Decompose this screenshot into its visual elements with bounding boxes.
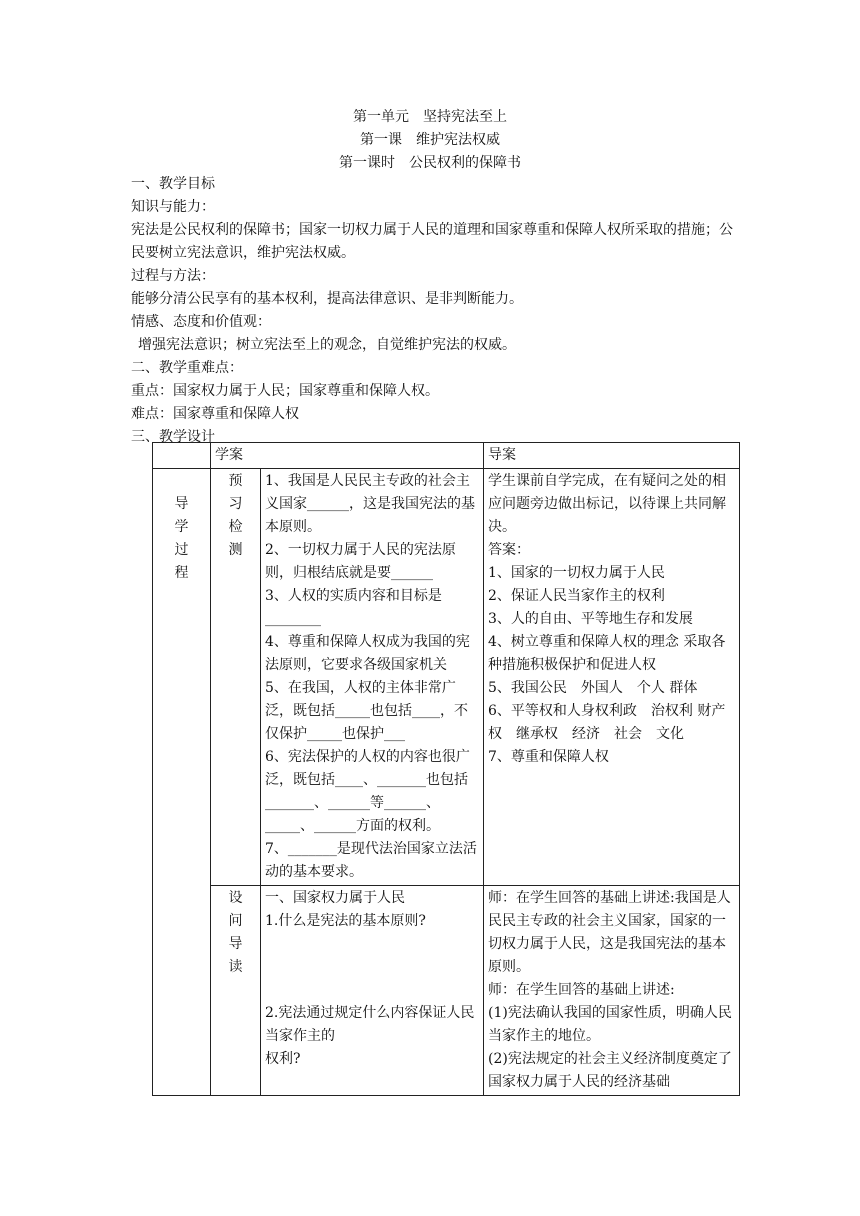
answer-item: 6、平等权和人身权利政 治权利 财产权 继承权 经济 社会 文化 (488, 703, 726, 742)
emotion-label: 情感、态度和价值观： (131, 314, 271, 330)
emotion-text: 增强宪法意识；树立宪法至上的观念，自觉维护宪法的权威。 (138, 337, 516, 353)
section-teaching-design: 三、教学设计 (131, 429, 215, 445)
preview-question: 1、我国是人民民主专政的社会主义国家______，这是我国宪法的基本原则。 (265, 473, 475, 535)
answer-item: 4、树立尊重和保障人权的理念 采取各种措施积极保护和促进人权 (488, 634, 726, 673)
process-label-cell (153, 469, 211, 1096)
reading-question: 2.宪法通过规定什么内容保证人民当家作主的 (265, 1005, 475, 1044)
vertical-char: 程 (174, 565, 189, 581)
preview-question: 2、一切权力属于人民的宪法原则，归根结底就是要______ (265, 542, 456, 581)
vertical-char: 读 (228, 959, 243, 975)
guide-text: (2)宪法规定的社会主义经济制度奠定了国家权力属于人民的经济基础 (488, 1051, 732, 1090)
process-text: 能够分清公民享有的基本权利，提高法律意识、是非判断能力。 (131, 291, 523, 307)
process-label: 过程与方法： (131, 268, 215, 284)
section-teaching-goals: 一、教学目标 (131, 176, 215, 192)
section-key-difficult: 二、教学重难点： (131, 360, 243, 376)
vertical-char: 导 (228, 936, 243, 952)
table-header-row (153, 443, 740, 469)
col-header-study: 学案 (211, 443, 484, 469)
vertical-char: 检 (228, 519, 243, 535)
vertical-char: 问 (228, 913, 243, 929)
reading-guide-cell (484, 886, 740, 1096)
answer-item: 7、尊重和保障人权 (488, 749, 609, 765)
table-row (153, 886, 740, 1096)
vertical-char: 导 (174, 496, 189, 512)
vertical-char: 预 (228, 473, 243, 489)
guide-text: 师：在学生回答的基础上讲述:我国是人民民主专政的社会主义国家，国家的一切权力属于人民，这是我国宪法的基本原则。 (488, 890, 731, 975)
vertical-char: 过 (174, 542, 189, 558)
table-corner-cell (153, 443, 211, 469)
vertical-char: 测 (228, 542, 243, 558)
preview-question: 4、尊重和保障人权成为我国的宪法原则，它要求各级国家机关 (265, 634, 470, 673)
answer-item: 5、我国公民 外国人 个人 群体 (488, 680, 698, 696)
key-point: 重点：国家权力属于人民；国家尊重和保障人权。 (131, 383, 439, 399)
answer-item: 3、人的自由、平等地生存和发展 (488, 611, 693, 627)
preview-question: 3、人权的实质内容和目标是________ (265, 588, 442, 627)
lesson-title: 第一课 维护宪法权威 (360, 132, 500, 148)
vertical-char: 设 (228, 890, 243, 906)
table-row (153, 469, 740, 886)
answer-label: 答案： (488, 542, 530, 558)
answer-item: 2、保证人民当家作主的权利 (488, 588, 665, 604)
unit-title: 第一单元 坚持宪法至上 (353, 109, 507, 125)
vertical-char: 习 (228, 496, 243, 512)
guide-text: (1)宪法确认我国的国家性质，明确人民当家作主的地位。 (488, 1005, 732, 1044)
preview-label-cell (211, 469, 261, 886)
reading-question: 1.什么是宪法的基本原则? (265, 913, 426, 929)
preview-question: 5、在我国，人权的主体非常广泛，既包括_____也包括____，不仅保护_____也保护___ (265, 680, 468, 742)
knowledge-text: 宪法是公民权利的保障书；国家一切权力属于人民的道理和国家尊重和保障人权所采取的措施；公民要树立宪法意识，维护宪法权威。 (131, 222, 733, 261)
teaching-design-table (152, 442, 740, 1096)
preview-question: 6、宪法保护的人权的内容也很广泛，既包括____、_______也包括_______、______等______、_____、______方面的权利。 (265, 749, 470, 834)
reading-question-cont: 权利? (265, 1051, 301, 1067)
vertical-char: 学 (174, 519, 189, 535)
preview-guide-cell (484, 469, 740, 886)
col-header-guide: 导案 (484, 443, 740, 469)
reading-heading: 一、国家权力属于人民 (265, 890, 405, 906)
reading-label-cell (211, 886, 261, 1096)
preview-question: 7、_______是现代法治国家立法活动的基本要求。 (265, 841, 477, 880)
period-title: 第一课时 公民权利的保障书 (339, 155, 521, 171)
guide-text: 师：在学生回答的基础上讲述: (488, 982, 675, 998)
reading-questions-cell (261, 886, 484, 1096)
preview-questions-cell (261, 469, 484, 886)
guide-intro: 学生课前自学完成，在有疑问之处的相应问题旁边做出标记，以待课上共同解决。 (488, 473, 726, 535)
answer-item: 1、国家的一切权力属于人民 (488, 565, 665, 581)
knowledge-label: 知识与能力： (131, 199, 215, 215)
difficult-point: 难点：国家尊重和保障人权 (131, 406, 299, 422)
